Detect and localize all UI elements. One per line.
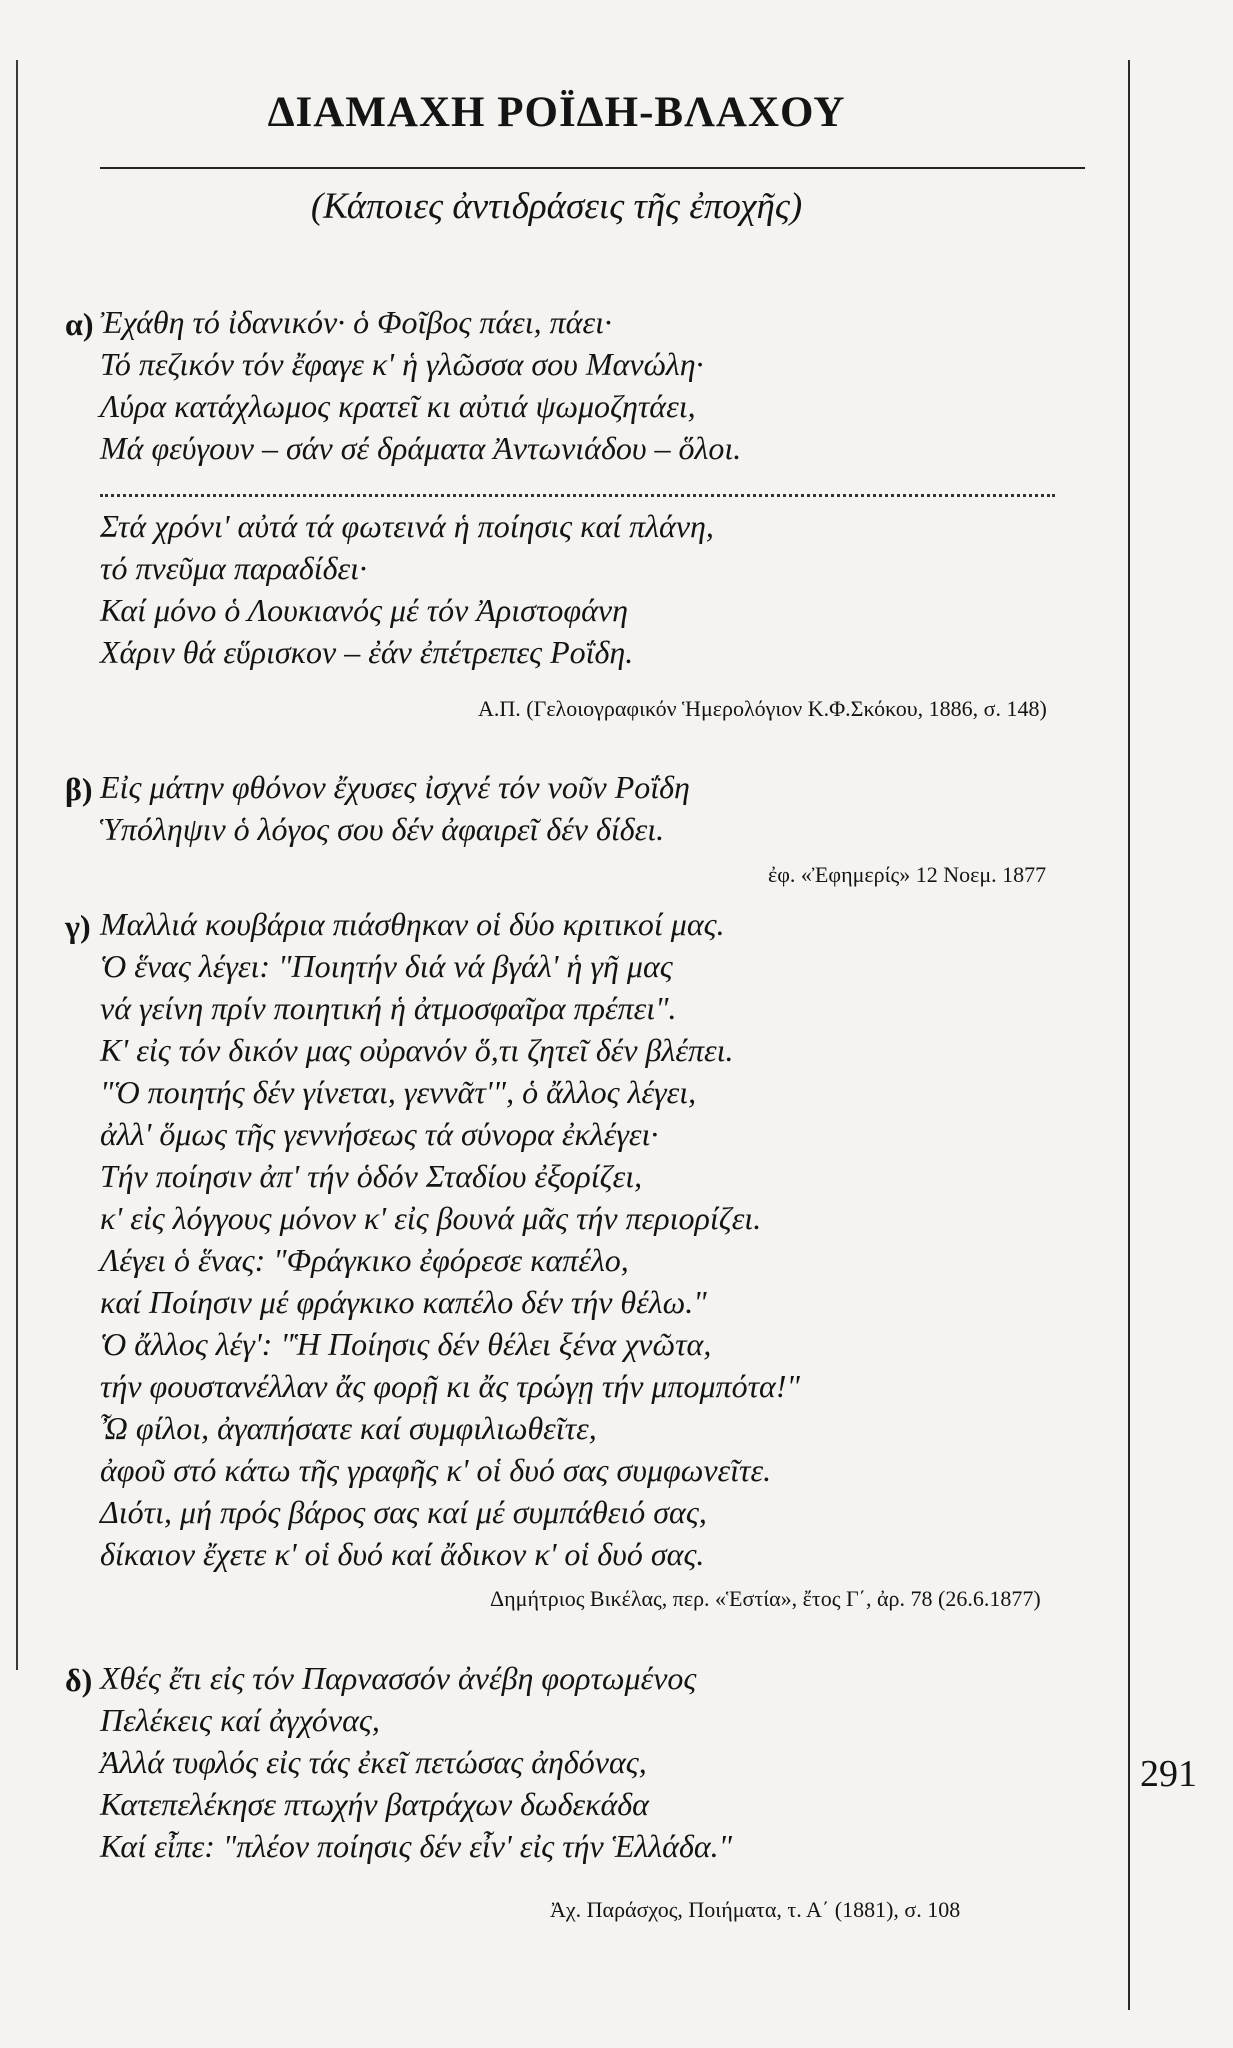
verse-line: Τήν ποίησιν ἀπ' τήν ὁδόν Σταδίου ἐξορίζει,: [100, 1158, 643, 1194]
verse-line: Λέγει ὁ ἕνας: "Φράγκικο ἐφόρεσε καπέλο,: [100, 1242, 629, 1278]
verse-line: Μαλλιά κουβάρια πιάσθηκαν οἱ δύο κριτικοί μας.: [100, 906, 725, 942]
verse-line: Κατεπελέκησε πτωχήν βατράχων δωδεκάδα: [100, 1786, 649, 1822]
verse-line: Ἀλλά τυφλός εἰς τάς ἐκεῖ πετώσας ἀηδόνας,: [100, 1744, 647, 1780]
verse-line: Χθές ἔτι εἰς τόν Παρνασσόν ἀνέβη φορτωμένος: [100, 1660, 697, 1696]
verse-line: Στά χρόνι' αὐτά τά φωτεινά ἡ ποίησις καί πλάνη,: [100, 508, 714, 544]
verse-line: κ' εἰς λόγγους μόνον κ' εἰς βουνά μᾶς τήν περιορίζει.: [100, 1200, 762, 1236]
source-citation: Ἀχ. Παράσχος, Ποιήματα, τ. Α΄ (1881), σ. 108: [550, 1897, 961, 1922]
source-citation: Α.Π. (Γελοιογραφικόν Ἡμερολόγιον Κ.Φ.Σκόκου, 1886, σ. 148): [478, 696, 1047, 721]
section-c-marker: γ): [65, 908, 91, 944]
verse-line: ἀλλ' ὅμως τῆς γεννήσεως τά σύνορα ἐκλέγει·: [100, 1116, 659, 1152]
source-citation: Δημήτριος Βικέλας, περ. «Ἑστία», ἔτος Γ΄, ἀρ. 78 (26.6.1877): [490, 1586, 1041, 1611]
verse-line: τό πνεῦμα παραδίδει·: [100, 550, 367, 586]
verse-line: Καί εἶπε: "πλέον ποίησις δέν εἶν' εἰς τήν Ἑλλάδα.": [100, 1828, 733, 1864]
section-a-marker: α): [65, 306, 94, 342]
page-subtitle: (Κάποιες ἀντιδράσεις τῆς ἐποχῆς): [310, 186, 803, 227]
verse-line: Χάριν θά εὕρισκον – ἐάν ἐπέτρεπες Ροΐδη.: [100, 634, 634, 670]
verse-line: καί Ποίησιν μέ φράγκικο καπέλο δέν τήν θέλω.": [100, 1284, 707, 1320]
verse-line: Καί μόνο ὁ Λουκιανός μέ τόν Ἀριστοφάνη: [100, 592, 628, 628]
verse-line: Ὦ φίλοι, ἀγαπήσατε καί συμφιλιωθεῖτε,: [100, 1410, 597, 1446]
verse-line: "Ὁ ποιητής δέν γίνεται, γεννᾶτ'", ὁ ἄλλος λέγει,: [100, 1074, 697, 1110]
ellipsis-rule: [100, 494, 1055, 497]
left-margin-rule: [16, 60, 18, 1670]
verse-line: ἀφοῦ στό κάτω τῆς γραφῆς κ' οἱ δυό σας συμφωνεῖτε.: [100, 1452, 772, 1488]
verse-line: Εἰς μάτην φθόνον ἔχυσες ἰσχνέ τόν νοῦν Ροΐδη: [100, 769, 690, 805]
verse-line: νά γείνη πρίν ποιητική ἡ ἀτμοσφαῖρα πρέπει".: [100, 990, 677, 1026]
right-margin-rule: [1128, 60, 1130, 2010]
verse-line: Τό πεζικόν τόν ἔφαγε κ' ἡ γλῶσσα σου Μανώλη·: [100, 346, 704, 382]
page-title: ΔΙΑΜΑΧΗ ΡΟΪΔΗ-ΒΛΑΧΟΥ: [267, 89, 846, 136]
verse-line: Ὑπόληψιν ὁ λόγος σου δέν ἀφαιρεῖ δέν δίδει.: [100, 811, 665, 847]
verse-line: Ὁ ἄλλος λέγ': "Ἡ Ποίησις δέν θέλει ξένα χνῶτα,: [100, 1326, 712, 1362]
source-citation: ἐφ. «Ἐφημερίς» 12 Νοεμ. 1877: [768, 862, 1047, 887]
verse-line: Μά φεύγουν – σάν σέ δράματα Ἀντωνιάδου – ὅλοι.: [100, 430, 742, 466]
section-b-marker: β): [65, 771, 93, 807]
verse-line: Ὁ ἕνας λέγει: "Ποιητήν διά νά βγάλ' ἡ γῆ μας: [100, 948, 673, 984]
verse-line: δίκαιον ἔχετε κ' οἱ δυό καί ἄδικον κ' οἱ δυό σας.: [100, 1536, 705, 1572]
verse-line: Ἐχάθη τό ἰδανικόν· ὁ Φοῖβος πάει, πάει·: [100, 304, 612, 340]
section-d-marker: δ): [65, 1662, 93, 1698]
title-rule: [100, 167, 1085, 169]
verse-line: τήν φουστανέλλαν ἄς φορῇ κι ἄς τρώγῃ τήν μπομπότα!": [100, 1368, 800, 1404]
verse-line: Κ' εἰς τόν δικόν μας οὐρανόν ὅ,τι ζητεῖ δέν βλέπει.: [100, 1032, 734, 1068]
verse-line: Πελέκεις καί ἀγχόνας,: [100, 1702, 380, 1738]
verse-line: Διότι, μή πρός βάρος σας καί μέ συμπάθειό σας,: [100, 1494, 707, 1530]
verse-line: Λύρα κατάχλωμος κρατεῖ κι αὐτιά ψωμοζητάει,: [100, 388, 696, 424]
page-number: 291: [1140, 1753, 1197, 1795]
